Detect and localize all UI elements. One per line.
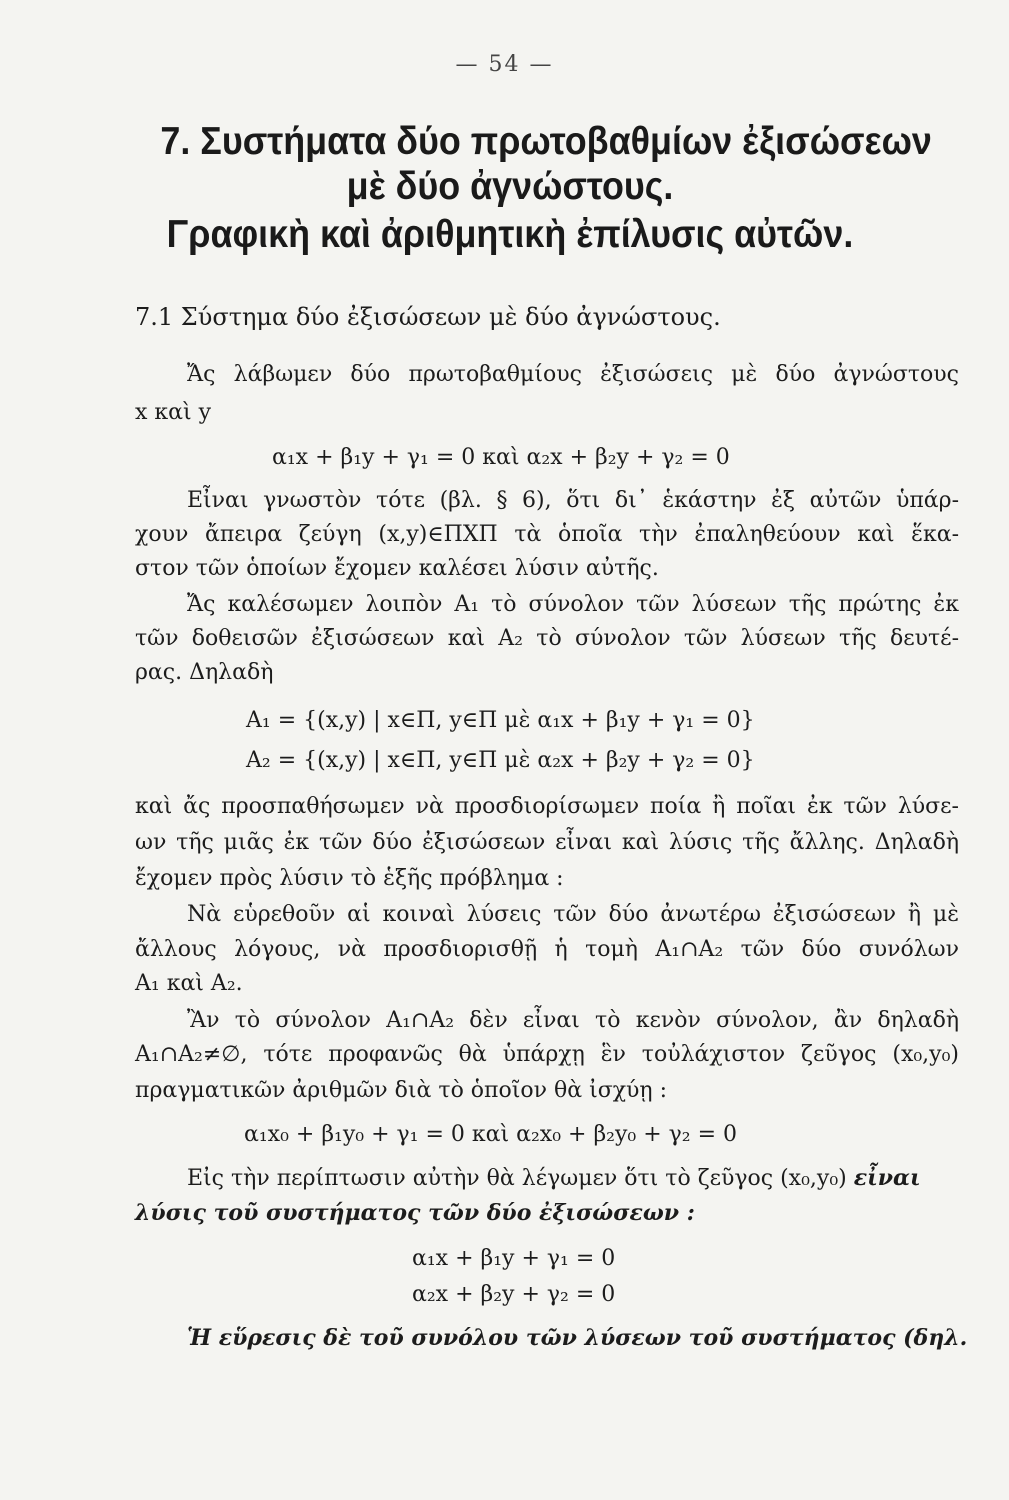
text-line: χουν ἄπειρα ζεύγη (x,y)∈ΠΧΠ τὰ ὁποῖα τὴν ἐπαληθεύουν καὶ ἕκα-: [135, 522, 959, 547]
emphasis-line: Ἡ εὕρεσις δὲ τοῦ συνόλου τῶν λύσεων τοῦ συστήματος (δηλ.: [187, 1325, 968, 1351]
emphasis-text: εἶναι: [853, 1165, 921, 1191]
chapter-heading-line-2: μὲ δύο ἀγνώστους.: [346, 165, 674, 208]
emphasis-line: λύσις τοῦ συστήματος τῶν δύο ἐξισώσεων :: [135, 1200, 695, 1226]
text-line: στον τῶν ὁποίων ἔχομεν καλέσει λύσιν αὐτῆς.: [135, 556, 659, 581]
system-equation: α₂x + β₂y + γ₂ = 0: [412, 1282, 616, 1307]
text-line: Ἄς καλέσωμεν λοιπὸν A₁ τὸ σύνολον τῶν λύσεων τῆς πρώτης ἐκ: [187, 592, 959, 617]
set-definition: A₁ = {(x,y) | x∈Π, y∈Π μὲ α₁x + β₁y + γ₁ = 0}: [246, 708, 755, 733]
text-line: [187, 1166, 959, 1191]
page-number: — 54 —: [455, 52, 554, 77]
chapter-heading-line-1: 7. Συστήματα δύο πρωτοβαθμίων ἐξισώσεων: [160, 120, 932, 163]
equation: α₁x + β₁y + γ₁ = 0 καὶ α₂x + β₂y + γ₂ = 0: [272, 445, 730, 470]
text-line: ρας. Δηλαδὴ: [135, 660, 274, 685]
text-line: καὶ ἄς προσπαθήσωμεν νὰ προσδιορίσωμεν ποία ἢ ποῖαι ἐκ τῶν λύσε-: [135, 794, 959, 819]
text-line: ἄλλους λόγους, νὰ προσδιορισθῇ ἡ τομὴ A₁∩A₂ τῶν δύο συνόλων: [135, 937, 959, 962]
text-line: ἔχομεν πρὸς λύσιν τὸ ἑξῆς πρόβλημα :: [135, 866, 564, 891]
chapter-heading-line-3: Γραφικὴ καὶ ἀριθμητικὴ ἐπίλυσις αὐτῶν.: [166, 213, 854, 256]
text-line: πραγματικῶν ἀριθμῶν διὰ τὸ ὁποῖον θὰ ἰσχύῃ :: [135, 1078, 668, 1103]
text-line: ων τῆς μιᾶς ἐκ τῶν δύο ἐξισώσεων εἶναι καὶ λύσις τῆς ἄλλης. Δηλαδὴ: [135, 830, 959, 855]
text-span: Εἰς τὴν περίπτωσιν αὐτὴν θὰ λέγωμεν ὅτι τὸ ζεῦγος (x₀,y₀): [187, 1166, 847, 1191]
text-line: Εἶναι γνωστὸν τότε (βλ. § 6), ὅτι δι᾿ ἑκάστην ἐξ αὐτῶν ὑπάρ-: [187, 488, 959, 513]
text-line: Ἂν τὸ σύνολον A₁∩A₂ δὲν εἶναι τὸ κενὸν σύνολον, ἂν δηλαδὴ: [187, 1008, 959, 1033]
section-title: 7.1 Σύστημα δύο ἐξισώσεων μὲ δύο ἀγνώστους.: [135, 303, 721, 331]
text-line: A₁ καὶ A₂.: [135, 971, 243, 996]
text-line: Ἄς λάβωμεν δύο πρωτοβαθμίους ἐξισώσεις μὲ δύο ἀγνώστους: [187, 362, 959, 387]
text-line: x καὶ y: [135, 400, 212, 425]
text-line: τῶν δοθεισῶν ἐξισώσεων καὶ A₂ τὸ σύνολον τῶν λύσεων τῆς δευτέ-: [135, 626, 959, 651]
set-definition: A₂ = {(x,y) | x∈Π, y∈Π μὲ α₂x + β₂y + γ₂ = 0}: [246, 748, 755, 773]
equation: α₁x₀ + β₁y₀ + γ₁ = 0 καὶ α₂x₀ + β₂y₀ + γ₂ = 0: [244, 1122, 738, 1147]
system-equation: α₁x + β₁y + γ₁ = 0: [412, 1246, 616, 1271]
text-line: A₁∩A₂≠∅, τότε προφανῶς θὰ ὑπάρχῃ ἓν τοὐλάχιστον ζεῦγος (x₀,y₀): [135, 1042, 959, 1067]
text-line: Νὰ εὑρεθοῦν αἱ κοιναὶ λύσεις τῶν δύο ἀνωτέρω ἐξισώσεων ἢ μὲ: [187, 902, 959, 927]
